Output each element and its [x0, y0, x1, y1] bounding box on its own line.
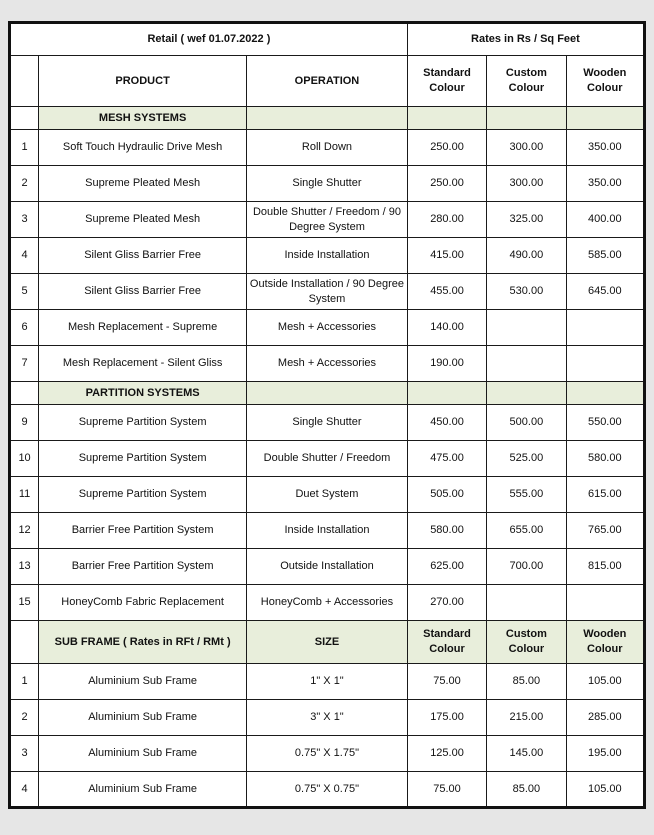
operation-name: Roll Down — [247, 130, 408, 166]
mesh-table-row — [10, 310, 645, 346]
wooden-colour-rate — [566, 310, 644, 346]
wooden-colour-rate: 350.00 — [566, 166, 644, 202]
standard-colour-rate: 250.00 — [407, 130, 486, 166]
mesh-table-row — [10, 346, 645, 382]
subframe-custom-header: Custom Colour — [487, 621, 566, 664]
section-empty-cell — [247, 382, 408, 405]
mesh-section-row — [10, 107, 645, 130]
wooden-colour-rate: 585.00 — [566, 238, 644, 274]
product-name: Silent Gliss Barrier Free — [39, 238, 247, 274]
product-name: Soft Touch Hydraulic Drive Mesh — [39, 130, 247, 166]
standard-colour-rate: 455.00 — [407, 274, 486, 310]
custom-colour-rate: 300.00 — [487, 166, 566, 202]
wooden-colour-rate: 285.00 — [566, 700, 644, 736]
partition-section-title: PARTITION SYSTEMS — [39, 382, 247, 405]
row-number: 6 — [10, 310, 39, 346]
product-name: Aluminium Sub Frame — [39, 736, 247, 772]
product-name: Aluminium Sub Frame — [39, 664, 247, 700]
operation-name: Duet System — [247, 477, 408, 513]
standard-colour-rate: 280.00 — [407, 202, 486, 238]
row-number: 3 — [10, 202, 39, 238]
section-empty-cell — [407, 107, 486, 130]
row-number: 3 — [10, 736, 39, 772]
standard-colour-rate: 450.00 — [407, 405, 486, 441]
custom-colour-rate: 555.00 — [487, 477, 566, 513]
wooden-colour-rate: 765.00 — [566, 513, 644, 549]
row-number: 2 — [10, 700, 39, 736]
section-empty-cell — [566, 107, 644, 130]
sno-header — [10, 56, 39, 107]
operation-name: 3" X 1" — [247, 700, 408, 736]
section-empty-cell — [566, 382, 644, 405]
operation-name: Single Shutter — [247, 166, 408, 202]
row-number: 4 — [10, 238, 39, 274]
subframe-title: SUB FRAME ( Rates in RFt / RMt ) — [39, 621, 247, 664]
standard-colour-rate: 175.00 — [407, 700, 486, 736]
standard-colour-rate: 270.00 — [407, 585, 486, 621]
custom-colour-rate: 700.00 — [487, 549, 566, 585]
product-name: Barrier Free Partition System — [39, 513, 247, 549]
operation-header: OPERATION — [247, 56, 408, 107]
product-name: Supreme Pleated Mesh — [39, 166, 247, 202]
title-row — [10, 23, 645, 56]
operation-name: Double Shutter / Freedom — [247, 441, 408, 477]
standard-colour-rate: 250.00 — [407, 166, 486, 202]
custom-colour-rate: 655.00 — [487, 513, 566, 549]
mesh-section-title: MESH SYSTEMS — [39, 107, 247, 130]
operation-name: Double Shutter / Freedom / 90 Degree System — [247, 202, 408, 238]
subframe-standard-header: Standard Colour — [407, 621, 486, 664]
wooden-colour-rate: 580.00 — [566, 441, 644, 477]
partition-table-row — [10, 585, 645, 621]
operation-name: HoneyComb + Accessories — [247, 585, 408, 621]
subframe-table-row — [10, 664, 645, 700]
partition-section-row — [10, 382, 645, 405]
wooden-colour-rate: 645.00 — [566, 274, 644, 310]
standard-colour-rate: 580.00 — [407, 513, 486, 549]
standard-colour-rate: 475.00 — [407, 441, 486, 477]
operation-name: 0.75" X 0.75" — [247, 772, 408, 808]
product-name: Aluminium Sub Frame — [39, 700, 247, 736]
custom-colour-rate: 85.00 — [487, 772, 566, 808]
wooden-colour-rate: 195.00 — [566, 736, 644, 772]
partition-table-row — [10, 405, 645, 441]
section-empty-cell — [487, 382, 566, 405]
row-number: 10 — [10, 441, 39, 477]
custom-colour-rate: 215.00 — [487, 700, 566, 736]
wooden-colour-rate: 815.00 — [566, 549, 644, 585]
row-number: 9 — [10, 405, 39, 441]
standard-colour-rate: 75.00 — [407, 772, 486, 808]
wooden-colour-rate: 105.00 — [566, 772, 644, 808]
partition-table-row — [10, 477, 645, 513]
operation-name: Mesh + Accessories — [247, 310, 408, 346]
standard-colour-header: Standard Colour — [407, 56, 486, 107]
row-number: 11 — [10, 477, 39, 513]
product-name: Aluminium Sub Frame — [39, 772, 247, 808]
partition-table-row — [10, 549, 645, 585]
product-name: Supreme Pleated Mesh — [39, 202, 247, 238]
subframe-wooden-header: Wooden Colour — [566, 621, 644, 664]
section-empty-cell — [407, 382, 486, 405]
rates-title: Rates in Rs / Sq Feet — [407, 23, 644, 56]
custom-colour-rate: 525.00 — [487, 441, 566, 477]
wooden-colour-rate: 615.00 — [566, 477, 644, 513]
operation-name: Outside Installation / 90 Degree System — [247, 274, 408, 310]
mesh-table-row — [10, 166, 645, 202]
row-number: 5 — [10, 274, 39, 310]
section-sno-cell — [10, 382, 39, 405]
wooden-colour-rate: 550.00 — [566, 405, 644, 441]
standard-colour-rate: 75.00 — [407, 664, 486, 700]
operation-name: Inside Installation — [247, 238, 408, 274]
rate-sheet — [8, 21, 646, 809]
operation-name: Single Shutter — [247, 405, 408, 441]
product-name: Barrier Free Partition System — [39, 549, 247, 585]
row-number: 1 — [10, 664, 39, 700]
mesh-table-row — [10, 202, 645, 238]
wooden-colour-rate — [566, 585, 644, 621]
custom-colour-rate: 490.00 — [487, 238, 566, 274]
row-number: 13 — [10, 549, 39, 585]
retail-title: Retail ( wef 01.07.2022 ) — [10, 23, 408, 56]
subframe-table-row — [10, 700, 645, 736]
rate-table — [8, 21, 646, 809]
mesh-table-row — [10, 274, 645, 310]
custom-colour-rate — [487, 585, 566, 621]
standard-colour-rate: 140.00 — [407, 310, 486, 346]
operation-name: 0.75" X 1.75" — [247, 736, 408, 772]
row-number: 1 — [10, 130, 39, 166]
product-name: Supreme Partition System — [39, 405, 247, 441]
operation-name: Outside Installation — [247, 549, 408, 585]
wooden-colour-header: Wooden Colour — [566, 56, 644, 107]
wooden-colour-rate: 400.00 — [566, 202, 644, 238]
product-name: Mesh Replacement - Supreme — [39, 310, 247, 346]
custom-colour-rate: 325.00 — [487, 202, 566, 238]
custom-colour-rate: 300.00 — [487, 130, 566, 166]
standard-colour-rate: 625.00 — [407, 549, 486, 585]
custom-colour-header: Custom Colour — [487, 56, 566, 107]
standard-colour-rate: 505.00 — [407, 477, 486, 513]
operation-name: Inside Installation — [247, 513, 408, 549]
standard-colour-rate: 125.00 — [407, 736, 486, 772]
subframe-table-row — [10, 736, 645, 772]
standard-colour-rate: 415.00 — [407, 238, 486, 274]
product-name: Silent Gliss Barrier Free — [39, 274, 247, 310]
operation-name: 1" X 1" — [247, 664, 408, 700]
row-number: 12 — [10, 513, 39, 549]
subframe-table-row — [10, 772, 645, 808]
custom-colour-rate: 85.00 — [487, 664, 566, 700]
row-number: 7 — [10, 346, 39, 382]
standard-colour-rate: 190.00 — [407, 346, 486, 382]
partition-table-row — [10, 513, 645, 549]
mesh-table-row — [10, 238, 645, 274]
product-name: Supreme Partition System — [39, 441, 247, 477]
partition-table-row — [10, 441, 645, 477]
subframe-sno-cell — [10, 621, 39, 664]
product-name: Mesh Replacement - Silent Gliss — [39, 346, 247, 382]
custom-colour-rate — [487, 310, 566, 346]
row-number: 2 — [10, 166, 39, 202]
row-number: 4 — [10, 772, 39, 808]
custom-colour-rate — [487, 346, 566, 382]
section-empty-cell — [247, 107, 408, 130]
wooden-colour-rate — [566, 346, 644, 382]
custom-colour-rate: 500.00 — [487, 405, 566, 441]
mesh-table-row — [10, 130, 645, 166]
row-number: 15 — [10, 585, 39, 621]
size-header: SIZE — [247, 621, 408, 664]
operation-name: Mesh + Accessories — [247, 346, 408, 382]
section-empty-cell — [487, 107, 566, 130]
custom-colour-rate: 145.00 — [487, 736, 566, 772]
product-header: PRODUCT — [39, 56, 247, 107]
product-name: Supreme Partition System — [39, 477, 247, 513]
column-header-row — [10, 56, 645, 107]
product-name: HoneyComb Fabric Replacement — [39, 585, 247, 621]
wooden-colour-rate: 105.00 — [566, 664, 644, 700]
section-sno-cell — [10, 107, 39, 130]
rate-table-body — [10, 23, 645, 808]
wooden-colour-rate: 350.00 — [566, 130, 644, 166]
subframe-header-row — [10, 621, 645, 664]
custom-colour-rate: 530.00 — [487, 274, 566, 310]
